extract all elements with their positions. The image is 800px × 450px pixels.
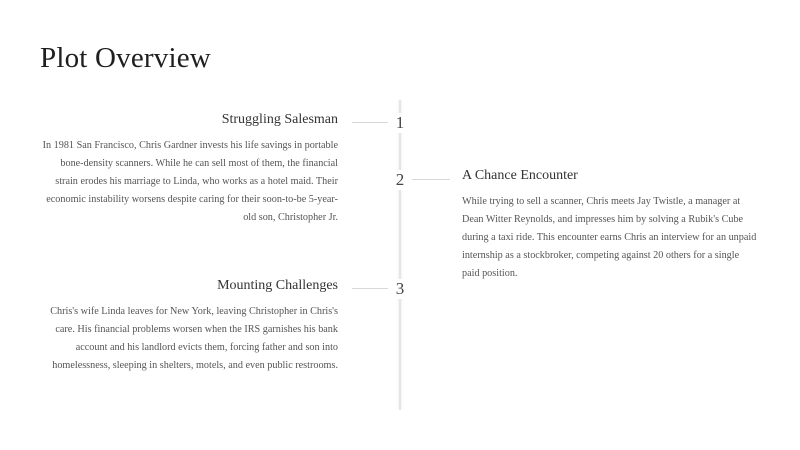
timeline-line	[399, 100, 401, 410]
event-title: Mounting Challenges	[217, 278, 338, 293]
timeline-step-number-2: 2	[388, 170, 412, 190]
timeline-connector-1	[352, 122, 388, 123]
timeline-step-number-3: 3	[388, 279, 412, 299]
event-description: While trying to sell a scanner, Chris meets Jay Twistle, a manager at Dean Witter Reynolds, and impresses him by solving a Rubik's Cube during a taxi ride. This encounter earns Chris an interview for an unpaid internship as a stockbroker, competing against 20 others for a single paid position.	[462, 196, 757, 279]
timeline-step-number-1: 1	[388, 113, 412, 133]
timeline-connector-3	[352, 288, 388, 289]
timeline-event-mounting-challenges	[40, 276, 338, 375]
event-description: In 1981 San Francisco, Chris Gardner invests his life savings in portable bone-density scanners. While he can sell most of them, the financial strain erodes his marriage to Linda, who works as a hotel maid. Their economic instability worsens despite caring for their soon-to-be 5-year-old son, Christopher Jr.	[42, 140, 338, 223]
timeline-connector-2	[412, 179, 450, 180]
timeline-event-struggling-salesman	[40, 110, 338, 227]
event-description: Chris's wife Linda leaves for New York, leaving Christopher in Chris's care. His financial problems worsen when the IRS garnishes his bank account and his landlord evicts them, forcing father and son into homelessness, sleeping in shelters, motels, and even public restrooms.	[50, 306, 338, 371]
event-title: A Chance Encounter	[462, 168, 578, 183]
timeline-event-a-chance-encounter	[462, 166, 758, 283]
event-title: Struggling Salesman	[221, 112, 338, 127]
page-title: Plot Overview	[40, 42, 211, 74]
